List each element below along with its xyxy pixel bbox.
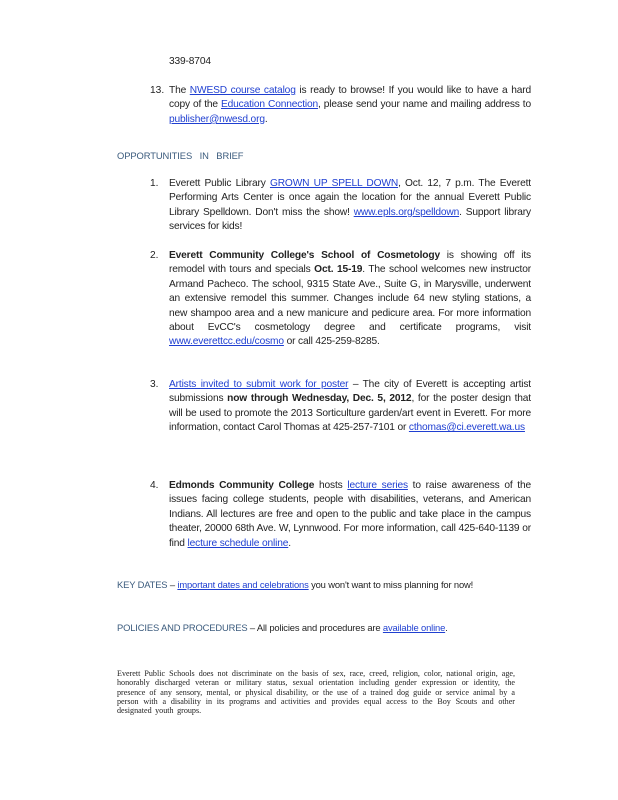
item-number: 4.: [150, 480, 159, 491]
lecture-schedule-link[interactable]: lecture schedule online: [187, 537, 289, 549]
spelldown-link[interactable]: GROWN UP SPELL DOWN: [269, 178, 399, 189]
artists-invited-link[interactable]: Artists invited to submit work for poster: [169, 379, 349, 390]
key-dates-heading: KEY DATES: [117, 579, 168, 590]
opportunities-heading: OPPORTUNITIES IN BRIEF: [117, 150, 244, 161]
policies-section: POLICIES AND PROCEDURES – All policies and procedures are available online.: [117, 622, 448, 633]
list-item: Artists invited to submit work for poster – The city of Everett is accepting artist submissions now through Wednesday, Dec. 5, 2012, for the poster design that will be used to promote the 2013 Sorticulture garden/art event in Everett. For more information, contact Carol Thomas at 425-257-7101 or cthomas@ci.everett.wa.us: [169, 379, 531, 434]
list-item: Everett Public Library GROWN UP SPELL DOWN, Oct. 12, 7 p.m. The Everett Performing Arts Center is once again the location for the annual Everett Public Library Spelldown. Don't miss the show! www.epls.org/spelldown. Support library services for kids!: [169, 178, 531, 233]
policies-heading: POLICIES AND PROCEDURES: [117, 622, 248, 633]
list-item: Everett Community College's School of Cosmetology is showing off its remodel with tours and specials Oct. 15-19. The school welcomes new instructor Armand Pacheco. The school, 9315 State Ave., Suite G, in Marysville, underwent an extensive remodel this summer. Changes include 64 new styling stations, a new shampoo area and a new manicure and pedicure area. For more information about EvCC's cosmetology degree and certificate programs, visit www.everettcc.edu/cosmo or call 425-259-8285.: [169, 250, 531, 348]
nondiscrimination-statement: Everett Public Schools does not discriminate on the basis of sex, race, creed, religion, color, national origin, age, honorably discharged veteran or military status, sexual orientation including gender expression or identity, the presence of any sensory, mental, or physical disability, or the use of a trained dog guide or service animal by a person with a disability in its programs and activities and provides equal access to the Boy Scouts and other designated youth groups.: [117, 669, 515, 716]
item-13-text: The NWESD course catalog is ready to browse! If you would like to have a hard copy of the Education Connection, please send your name and mailing address to publisher@nwesd.org.: [169, 85, 532, 125]
item-number: 1.: [150, 178, 159, 189]
publisher-email-link[interactable]: publisher@nwesd.org: [169, 113, 265, 125]
item-13-number: 13.: [150, 85, 165, 96]
phone-continuation: 339-8704: [169, 56, 211, 67]
item-number: 3.: [150, 379, 159, 390]
cthomas-email-link[interactable]: cthomas@ci.everett.wa.us: [408, 422, 525, 434]
lecture-series-link[interactable]: lecture series: [347, 480, 408, 491]
cosmo-link[interactable]: www.everettcc.edu/cosmo: [169, 336, 284, 348]
education-connection-link[interactable]: Education Connection: [220, 99, 319, 111]
epls-spelldown-link[interactable]: www.epls.org/spelldown: [353, 206, 460, 218]
course-catalog-link[interactable]: NWESD course catalog: [189, 85, 296, 96]
item-number: 2.: [150, 250, 159, 261]
list-item: Edmonds Community College hosts lecture series to raise awareness of the issues facing college students, people with disabilities, veterans, and American Indians. All lectures are free and open to the public and take place in the campus theater, 20000 68th Ave. W, Lynnwood. For more information, call 425-640-1139 or find lecture schedule online.: [169, 480, 531, 549]
important-dates-link[interactable]: important dates and celebrations: [177, 579, 309, 590]
available-online-link[interactable]: available online: [382, 622, 446, 633]
key-dates-section: KEY DATES – important dates and celebrations you won't want to miss planning for now!: [117, 579, 474, 590]
